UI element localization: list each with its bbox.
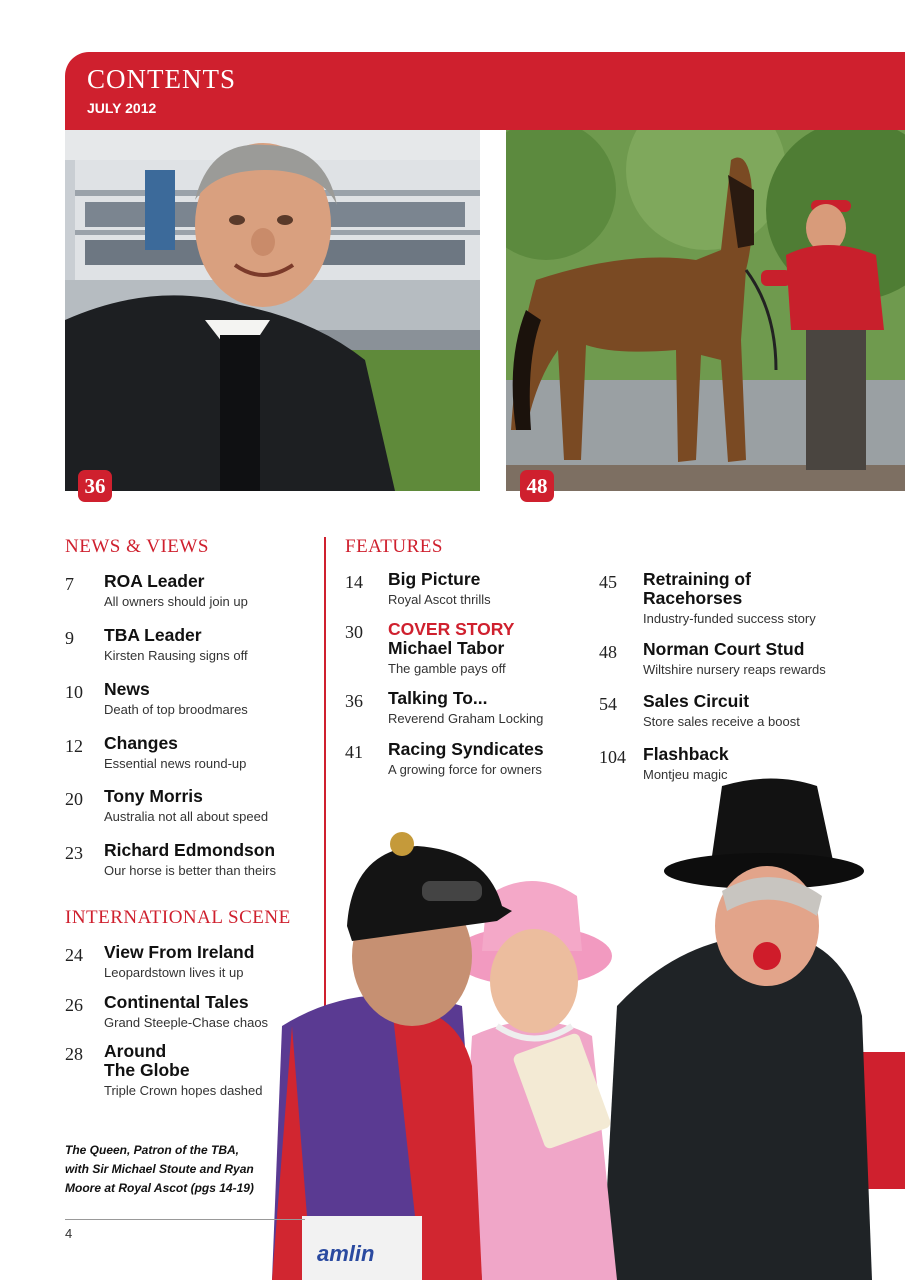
- entry-page-number: 104: [599, 747, 626, 767]
- entry-description: Death of top broodmares: [104, 702, 248, 717]
- entry-description: Essential news round-up: [104, 756, 247, 771]
- entry-title: Richard Edmondson: [104, 840, 276, 860]
- entry-description: Triple Crown hopes dashed: [104, 1083, 263, 1098]
- entry-page-number: 45: [599, 572, 617, 592]
- photo-reverend: [65, 130, 480, 491]
- entry-title-line2: The Globe: [104, 1060, 190, 1080]
- entry-title-line2: Racehorses: [643, 588, 743, 608]
- entry-description: Industry-funded success story: [643, 611, 816, 626]
- entry-description: A growing force for owners: [388, 762, 542, 777]
- entry-page-number: 14: [345, 572, 363, 592]
- entry-description: Store sales receive a boost: [643, 714, 800, 729]
- caption-line-3: Moore at Royal Ascot (pgs 14-19): [65, 1181, 254, 1195]
- entry-page-number: 26: [65, 995, 83, 1015]
- page-badge-36: 36: [78, 470, 112, 502]
- entry-page-number: 23: [65, 843, 83, 863]
- entry-title: Big Picture: [388, 569, 481, 589]
- entry-title: Michael Tabor: [388, 638, 505, 658]
- entry-page-number: 28: [65, 1044, 83, 1064]
- photo-stallion: [506, 130, 905, 491]
- entry-title: Changes: [104, 733, 178, 753]
- photo-royal-ascot-group: [272, 776, 872, 1280]
- entry-description: All owners should join up: [104, 594, 248, 609]
- entry-page-number: 54: [599, 694, 617, 714]
- contents-title: CONTENTS: [87, 64, 236, 94]
- entry-page-number: 30: [345, 622, 363, 642]
- entry-page-number: 12: [65, 736, 83, 756]
- entry-title: Norman Court Stud: [643, 639, 805, 659]
- entry-description: Leopardstown lives it up: [104, 965, 244, 980]
- entry-page-number: 24: [65, 945, 83, 965]
- entry-description: Royal Ascot thrills: [388, 592, 491, 607]
- entry-page-number: 20: [65, 789, 83, 809]
- entry-description: Australia not all about speed: [104, 809, 269, 824]
- heading-features: FEATURES: [345, 536, 443, 557]
- entry-description: Reverend Graham Locking: [388, 711, 544, 726]
- entry-description: Kirsten Rausing signs off: [104, 648, 248, 663]
- entry-page-number: 10: [65, 682, 83, 702]
- heading-international-scene: INTERNATIONAL SCENE: [65, 907, 291, 928]
- entry-description: The gamble pays off: [388, 661, 506, 676]
- entry-page-number: 41: [345, 742, 363, 762]
- silk-sponsor-text: amlin: [317, 1241, 375, 1266]
- entry-title: Flashback: [643, 744, 729, 764]
- entry-description: Our horse is better than theirs: [104, 863, 276, 878]
- entry-title: Sales Circuit: [643, 691, 750, 711]
- caption-line-2: with Sir Michael Stoute and Ryan: [65, 1162, 254, 1176]
- entry-page-number: 36: [345, 691, 363, 711]
- photo-caption: [65, 1141, 290, 1198]
- heading-news-views: NEWS & VIEWS: [65, 536, 209, 557]
- cover-story-label: COVER STORY: [388, 619, 515, 639]
- entry-title: TBA Leader: [104, 625, 202, 645]
- entry-title: Continental Tales: [104, 992, 249, 1012]
- page-badge-48: 48: [520, 470, 554, 502]
- entry-title: Tony Morris: [104, 786, 203, 806]
- entry-description: Montjeu magic: [643, 767, 728, 782]
- entry-description: Wiltshire nursery reaps rewards: [643, 662, 826, 677]
- page-number: 4: [65, 1226, 73, 1241]
- entry-title: ROA Leader: [104, 571, 205, 591]
- entry-title: News: [104, 679, 150, 699]
- entry-page-number: 9: [65, 628, 74, 648]
- entry-title: Talking To...: [388, 688, 488, 708]
- contents-header: [65, 52, 905, 130]
- entry-page-number: 7: [65, 574, 74, 594]
- entry-title-line1: Around: [104, 1041, 167, 1061]
- issue-date: JULY 2012: [87, 100, 157, 116]
- entry-description: Grand Steeple-Chase chaos: [104, 1015, 269, 1030]
- entry-title: Racing Syndicates: [388, 739, 544, 759]
- entry-title-line1: Retraining of: [643, 569, 751, 589]
- footer-rule: [65, 1219, 305, 1220]
- caption-line-1: The Queen, Patron of the TBA,: [65, 1143, 240, 1157]
- entry-title: View From Ireland: [104, 942, 255, 962]
- entry-page-number: 48: [599, 642, 617, 662]
